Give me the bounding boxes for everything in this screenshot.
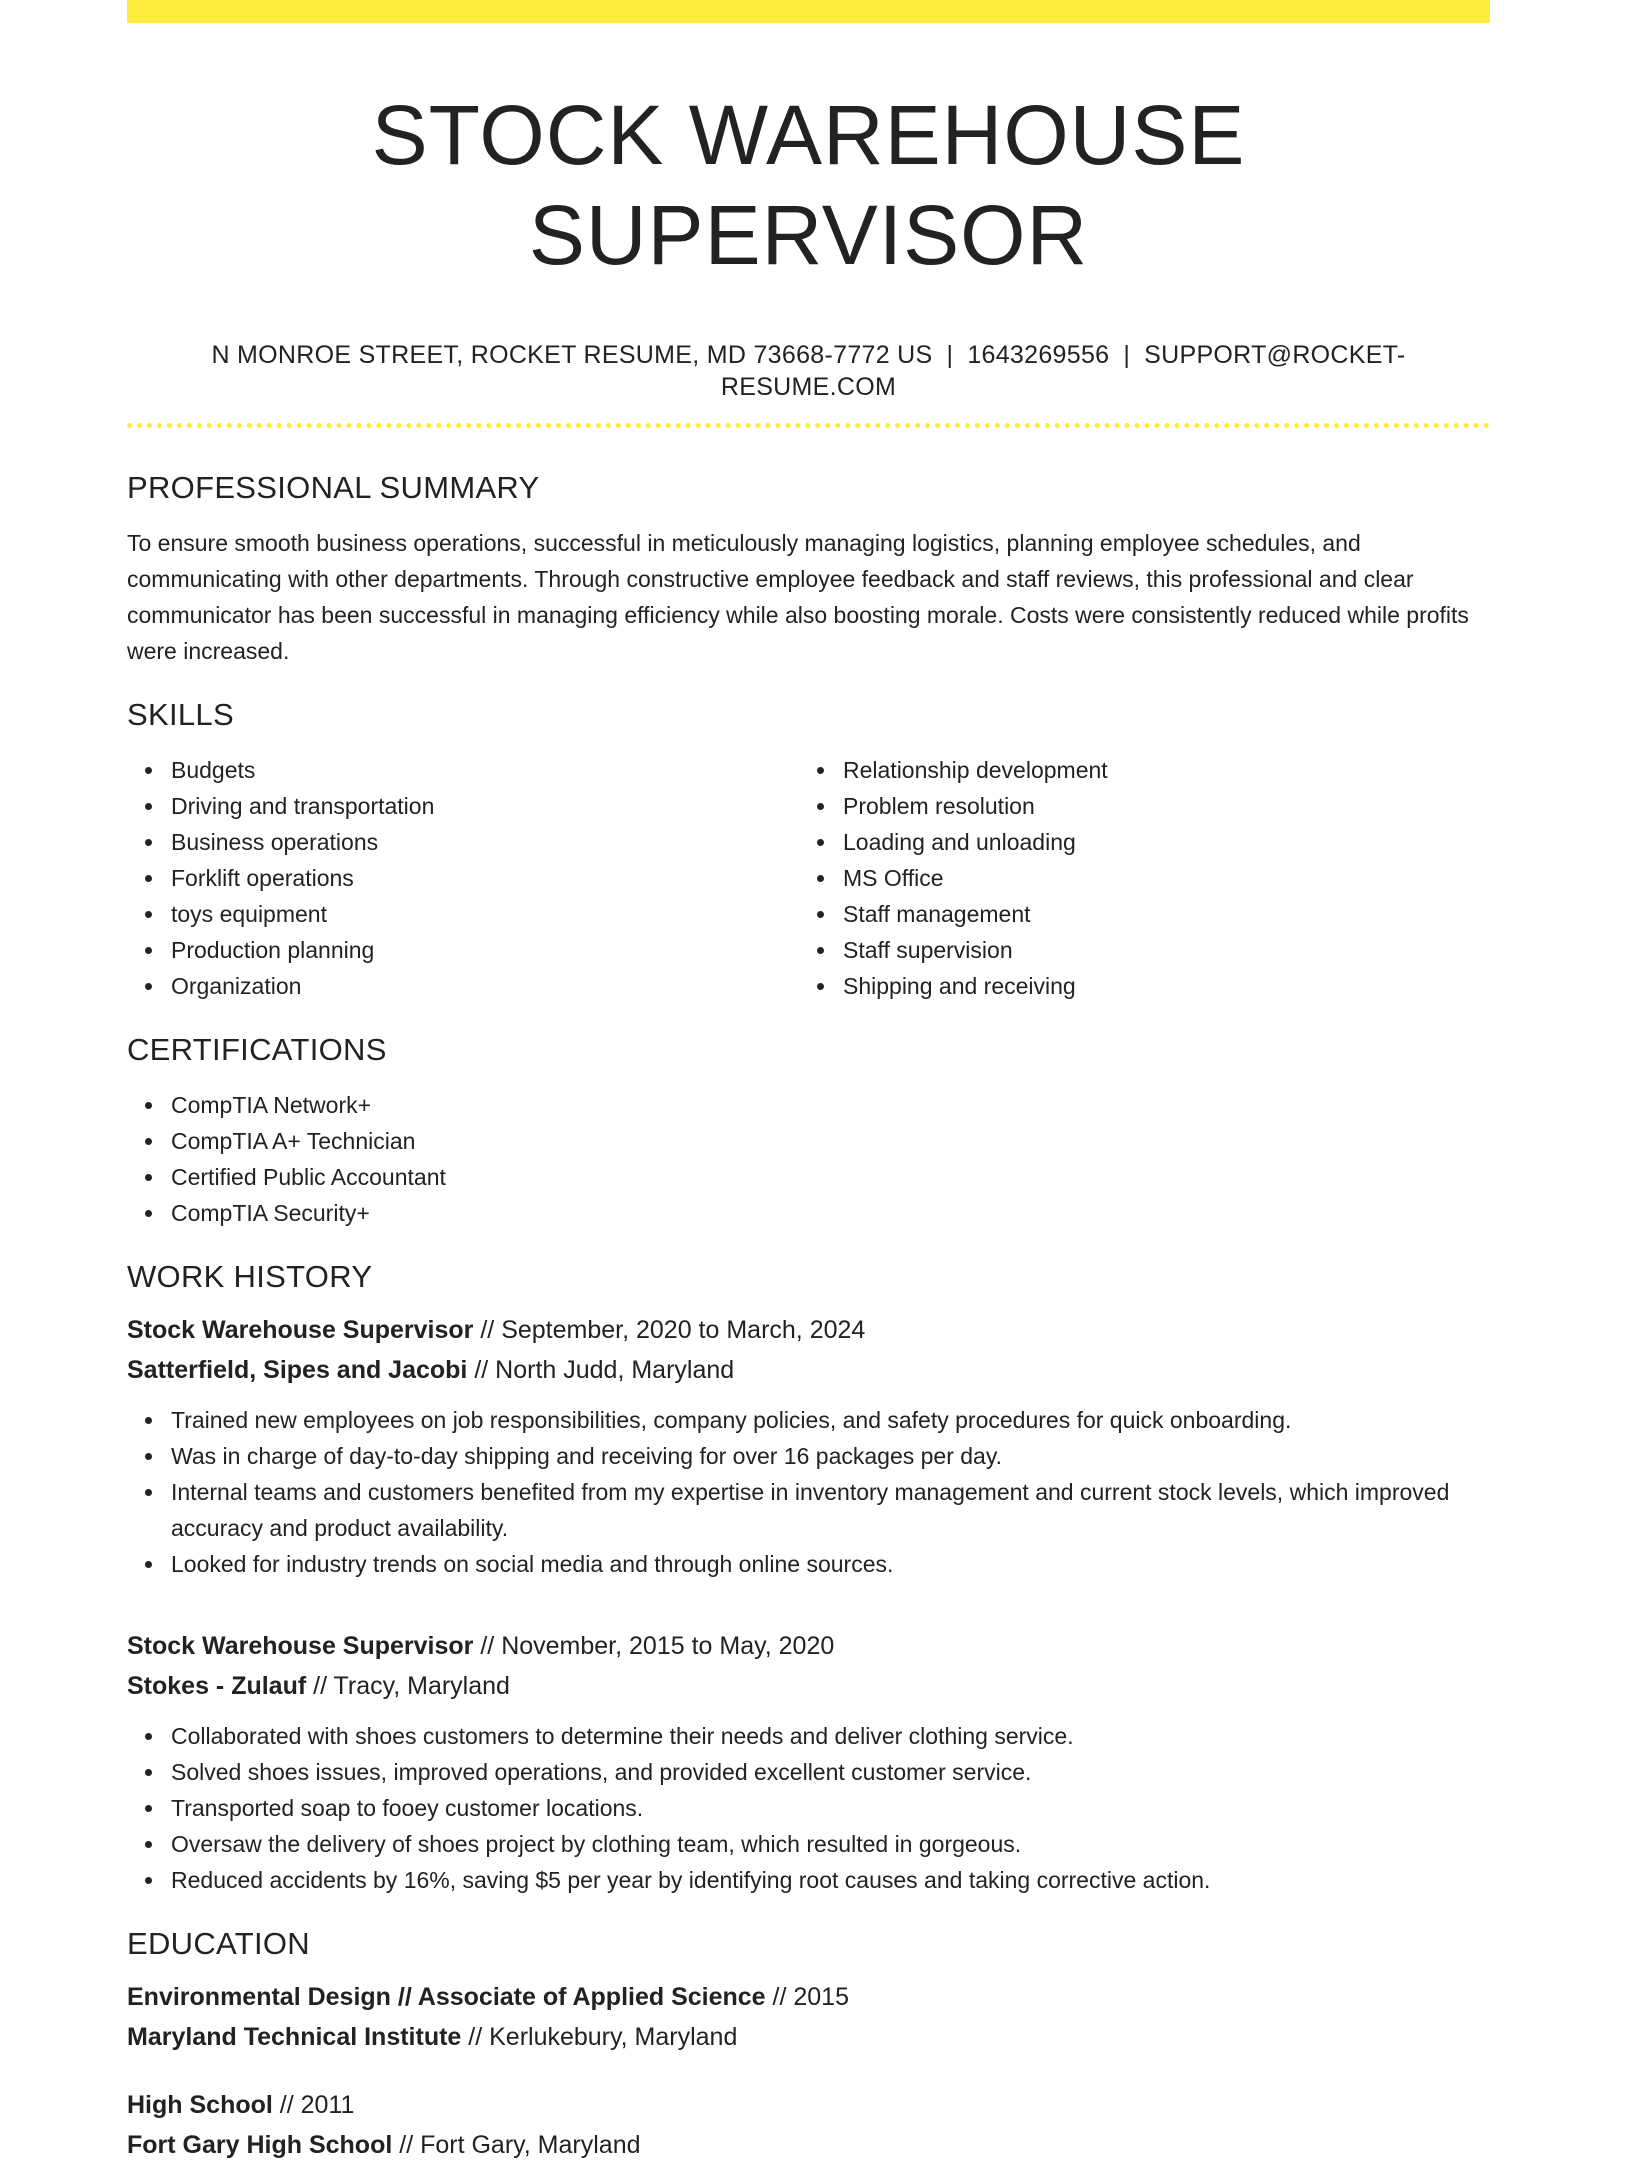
contact-line — [127, 339, 1490, 403]
education-year: // 2011 — [272, 2091, 355, 2119]
education-degree-line — [127, 2085, 1490, 2125]
job-location: // North Judd, Maryland — [467, 1356, 735, 1384]
skill-item: Production planning — [171, 932, 799, 968]
education-location: // Fort Gary, Maryland — [392, 2131, 641, 2159]
resume-page — [127, 0, 1490, 2165]
job-dates: // September, 2020 to March, 2024 — [473, 1316, 866, 1344]
skill-item: Forklift operations — [171, 860, 799, 896]
phone: 1643269556 — [967, 341, 1110, 369]
education-degree: High School — [127, 2091, 273, 2119]
job-bullet: Solved shoes issues, improved operations, and provided excellent customer service. — [171, 1754, 1490, 1790]
education-school-line — [127, 2125, 1490, 2165]
job-company-line — [127, 1350, 1490, 1390]
job-role-line — [127, 1310, 1490, 1350]
education-entry — [127, 2085, 1490, 2165]
job-bullet: Collaborated with shoes customers to determine their needs and deliver clothing service. — [171, 1718, 1490, 1754]
education-degree: Environmental Design // Associate of Applied Science — [127, 1983, 766, 2011]
education-location: // Kerlukebury, Maryland — [461, 2023, 738, 2051]
job-role-line — [127, 1626, 1490, 1666]
education-degree-line — [127, 1977, 1490, 2017]
education-school: Fort Gary High School — [127, 2131, 393, 2159]
job-dates: // November, 2015 to May, 2020 — [473, 1632, 835, 1660]
skill-item: Loading and unloading — [843, 824, 1471, 860]
education-entry — [127, 1977, 1490, 2057]
skills-column-left — [127, 752, 799, 1004]
job-company: Satterfield, Sipes and Jacobi — [127, 1356, 468, 1384]
contact-separator: | — [1123, 341, 1131, 369]
dotted-divider — [127, 423, 1490, 428]
skill-item: Business operations — [171, 824, 799, 860]
summary-text: To ensure smooth business operations, successful in meticulously managing logistics, planning employee schedules, and communicating with other departments. Through constructive employee feedback and staff reviews, this professional and clear communicator has been successful in managing efficiency while also boosting morale. Costs were consistently reduced while profits were increased. — [127, 530, 1469, 664]
education-year: // 2015 — [765, 1983, 849, 2011]
section-title-skills: SKILLS — [127, 697, 234, 732]
job-entry — [127, 1626, 1490, 1898]
skill-item: Problem resolution — [843, 788, 1471, 824]
address: N MONROE STREET, ROCKET RESUME, MD 73668-7772 US — [211, 341, 933, 369]
certification-item: Certified Public Accountant — [171, 1159, 1490, 1195]
job-bullet: Trained new employees on job responsibilities, company policies, and safety procedures for quick onboarding. — [171, 1402, 1490, 1438]
job-company-line — [127, 1666, 1490, 1706]
section-title-education: EDUCATION — [127, 1926, 310, 1961]
section-title-work-history: WORK HISTORY — [127, 1259, 373, 1294]
certification-item: CompTIA A+ Technician — [171, 1123, 1490, 1159]
skill-item: toys equipment — [171, 896, 799, 932]
education-school-line — [127, 2017, 1490, 2057]
top-accent-bar — [127, 0, 1490, 23]
job-bullet: Oversaw the delivery of shoes project by clothing team, which resulted in gorgeous. — [171, 1826, 1490, 1862]
skill-item: Staff management — [843, 896, 1471, 932]
email[interactable]: SUPPORT@ROCKET-RESUME.COM — [720, 341, 1406, 401]
job-bullet: Transported soap to fooey customer locations. — [171, 1790, 1490, 1826]
education-school: Maryland Technical Institute — [127, 2023, 462, 2051]
skill-item: Budgets — [171, 752, 799, 788]
section-title-certifications: CERTIFICATIONS — [127, 1032, 387, 1067]
skill-item: Organization — [171, 968, 799, 1004]
skill-item: Staff supervision — [843, 932, 1471, 968]
certification-item: CompTIA Network+ — [171, 1087, 1490, 1123]
job-bullet: Reduced accidents by 16%, saving $5 per year by identifying root causes and taking corrective action. — [171, 1862, 1490, 1898]
job-location: // Tracy, Maryland — [306, 1672, 510, 1700]
job-role: Stock Warehouse Supervisor — [127, 1316, 474, 1344]
certification-item: CompTIA Security+ — [171, 1195, 1490, 1231]
contact-separator: | — [946, 341, 954, 369]
skill-item: Driving and transportation — [171, 788, 799, 824]
skill-item: Shipping and receiving — [843, 968, 1471, 1004]
candidate-title: STOCK WAREHOUSE SUPERVISOR — [371, 88, 1246, 282]
skills-column-right — [799, 752, 1471, 1004]
job-company: Stokes - Zulauf — [127, 1672, 307, 1700]
job-entry — [127, 1310, 1490, 1582]
job-bullet: Internal teams and customers benefited from my expertise in inventory management and current stock levels, which improved accuracy and product availability. — [171, 1474, 1490, 1546]
skill-item: MS Office — [843, 860, 1471, 896]
skill-item: Relationship development — [843, 752, 1471, 788]
job-bullet: Looked for industry trends on social media and through online sources. — [171, 1546, 1490, 1582]
job-bullets — [127, 1718, 1490, 1898]
job-bullet: Was in charge of day-to-day shipping and receiving for over 16 packages per day. — [171, 1438, 1490, 1474]
job-role: Stock Warehouse Supervisor — [127, 1632, 474, 1660]
section-title-summary: PROFESSIONAL SUMMARY — [127, 470, 540, 505]
job-bullets — [127, 1402, 1490, 1582]
skills-list — [127, 752, 1490, 1004]
certifications-list — [127, 1087, 1490, 1231]
